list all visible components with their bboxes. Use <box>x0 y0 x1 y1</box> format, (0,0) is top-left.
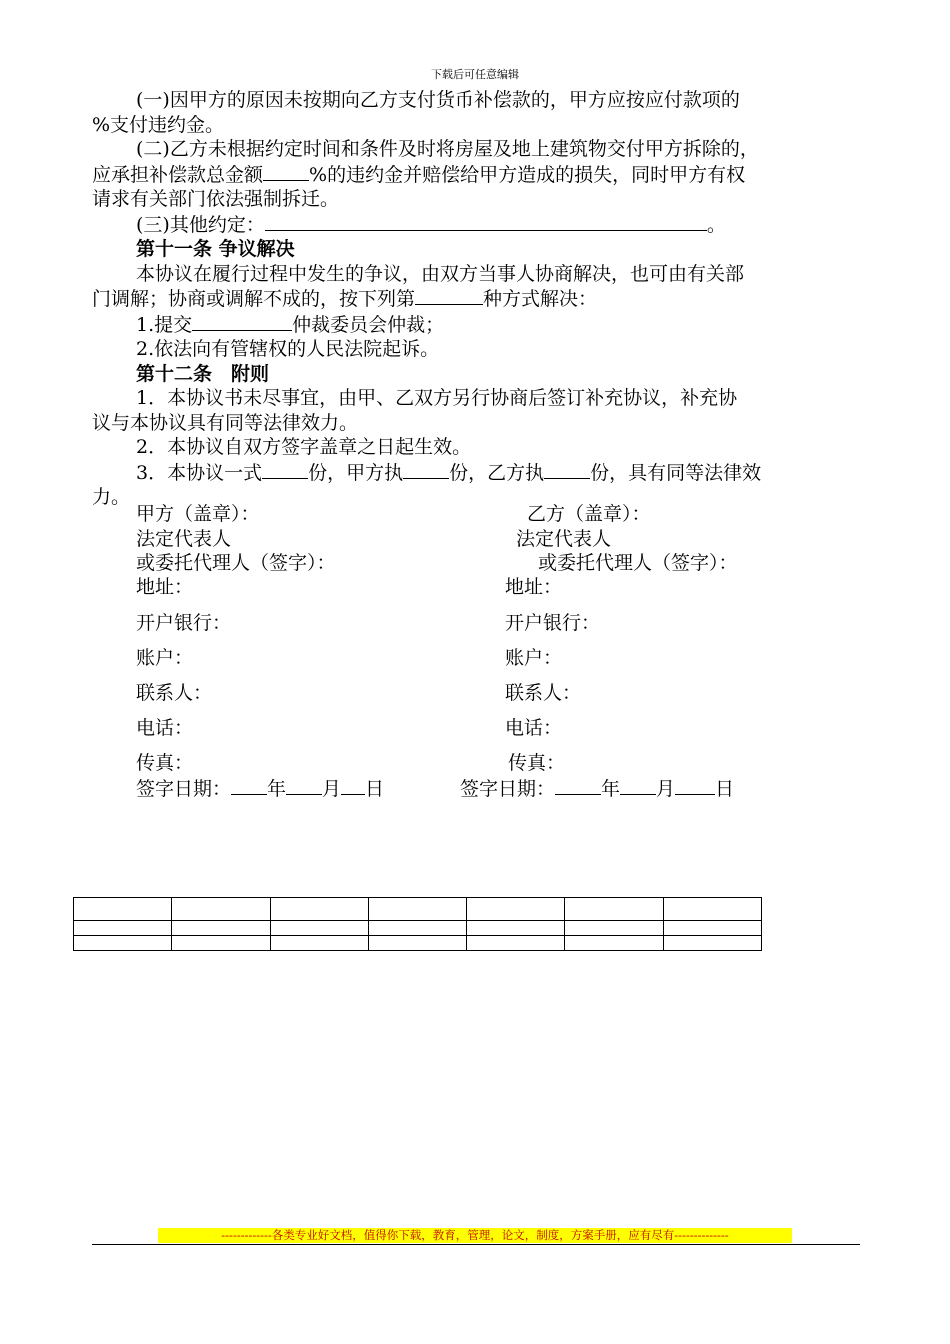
party-b-sign-date <box>460 776 734 800</box>
party-a-date-label: 签字日期： <box>136 778 232 800</box>
party-a-bank-label: 开户银行： <box>136 612 232 634</box>
document-body <box>92 88 862 510</box>
party-a-legal-rep-label: 法定代表人 <box>136 528 232 550</box>
penalty-rate-blank <box>263 162 309 181</box>
article-12-item-3-line-2: 力。 <box>92 486 131 508</box>
clause-2-line-1: (二)乙方未根据约定时间和条件及时将房屋及地上建筑物交付甲方拆除的， <box>136 138 759 160</box>
table-cell <box>270 921 368 936</box>
clause-2-text-b: %的违约金并赔偿给甲方造成的损失，同时甲方有权 <box>309 163 746 186</box>
footer-banner: -------------各类专业好文档，值得你下载，教育，管理，论文，制度，方案手册，应有尽有-------------- <box>158 1228 792 1243</box>
table-row <box>74 898 762 921</box>
clause-1-line-2: %支付违约金。 <box>92 113 225 136</box>
clause-3-label: (三)其他约定： <box>136 213 265 236</box>
arbitration-commission-blank <box>192 312 292 331</box>
table-cell <box>270 898 368 921</box>
table-cell <box>565 921 663 936</box>
table-cell <box>467 936 565 951</box>
table-row <box>74 921 762 936</box>
footer-divider <box>92 1244 860 1245</box>
table-cell <box>74 936 172 951</box>
table-cell <box>663 921 761 936</box>
table-cell <box>663 898 761 921</box>
clause-2-line-3: 请求有关部门依法强制拆迁。 <box>92 188 340 210</box>
table-cell <box>663 936 761 951</box>
table-cell <box>74 921 172 936</box>
table-cell <box>368 936 466 951</box>
party-a-fax-label: 传真： <box>136 752 194 774</box>
copies-text-a: 3．本协议一式 <box>136 461 263 484</box>
clause-3-line <box>92 212 862 238</box>
empty-grid-table <box>73 897 762 951</box>
party-a-year-label: 年 <box>267 778 287 800</box>
party-b-fax-label: 传真： <box>508 752 566 774</box>
table-cell <box>270 936 368 951</box>
table-cell <box>368 898 466 921</box>
table-cell <box>467 898 565 921</box>
table-cell <box>172 921 270 936</box>
article-12-item-3-line-1 <box>92 460 862 486</box>
table-cell <box>467 921 565 936</box>
party-a-sign-date <box>136 776 384 800</box>
party-a-account-label: 账户： <box>136 647 194 669</box>
party-a-contact-label: 联系人： <box>136 682 213 704</box>
party-b-address-label: 地址： <box>505 576 563 598</box>
table-cell <box>172 936 270 951</box>
article-11-text-a: 门调解；协商或调解不成的，按下列第 <box>92 288 416 310</box>
table-cell <box>172 898 270 921</box>
total-copies-blank <box>262 460 308 479</box>
party-a-month-blank <box>286 776 322 795</box>
header-note: 下载后可任意编辑 <box>431 68 519 81</box>
party-a-agent-label: 或委托代理人（签字）： <box>136 552 336 574</box>
article-11-item-1 <box>92 312 862 338</box>
party-a-day-blank <box>341 776 365 795</box>
party-a-day-label: 日 <box>365 778 385 800</box>
article-12-item-1-line-1: 1．本协议书未尽事宜，由甲、乙双方另行协商后签订补充协议，补充协 <box>136 387 738 409</box>
party-b-phone-label: 电话： <box>505 717 563 739</box>
article-12-title: 第十二条 附则 <box>136 362 270 385</box>
party-b-contact-label: 联系人： <box>505 682 582 704</box>
copies-text-c: 份，乙方执 <box>449 461 545 484</box>
article-11-text-b: 种方式解决： <box>483 288 598 310</box>
party-b-month-blank <box>620 776 656 795</box>
party-b-legal-rep-label: 法定代表人 <box>516 528 612 550</box>
party-a-seal-label: 甲方（盖章）： <box>136 503 260 525</box>
party-b-year-blank <box>555 776 601 795</box>
party-b-copies-blank <box>544 460 590 479</box>
party-b-bank-label: 开户银行： <box>505 612 601 634</box>
party-b-agent-label: 或委托代理人（签字）： <box>538 552 738 574</box>
article-11-title: 第十一条 争议解决 <box>136 238 295 260</box>
clause-1-line-1: (一)因甲方的原因未按期向乙方支付货币补偿款的，甲方应按应付款项的 <box>136 89 740 111</box>
article-11-line-2 <box>92 286 862 312</box>
party-b-seal-label: 乙方（盖章）： <box>527 503 651 525</box>
method-choice-blank <box>415 286 483 305</box>
table-cell <box>368 921 466 936</box>
table-cell <box>74 898 172 921</box>
copies-text-b: 份，甲方执 <box>308 461 404 484</box>
party-a-phone-label: 电话： <box>136 717 194 739</box>
other-terms-blank <box>265 212 707 231</box>
party-a-copies-blank <box>403 460 449 479</box>
party-a-year-blank <box>231 776 267 795</box>
party-b-account-label: 账户： <box>505 647 563 669</box>
party-a-address-label: 地址： <box>136 576 194 598</box>
party-b-day-blank <box>675 776 715 795</box>
copies-text-d: 份，具有同等法律效 <box>590 461 762 484</box>
arbitration-text-a: 1.提交 <box>136 313 193 336</box>
table-cell <box>565 936 663 951</box>
clause-2-line-2 <box>92 162 862 188</box>
party-b-year-label: 年 <box>601 778 621 800</box>
article-12-item-1-line-2: 议与本协议具有同等法律效力。 <box>92 411 359 434</box>
article-11-item-2: 2.依法向有管辖权的人民法院起诉。 <box>136 338 440 360</box>
arbitration-text-b: 仲裁委员会仲裁； <box>292 313 445 336</box>
party-b-date-label: 签字日期： <box>460 778 556 800</box>
table-row <box>74 936 762 951</box>
article-11-line-1: 本协议在履行过程中发生的争议，由双方当事人协商解决，也可由有关部 <box>136 262 745 285</box>
party-a-month-label: 月 <box>322 778 342 800</box>
table-cell <box>565 898 663 921</box>
clause-2-text-a: 应承担补偿款总金额 <box>92 163 264 186</box>
party-b-month-label: 月 <box>656 778 676 800</box>
article-12-item-2: 2．本协议自双方签字盖章之日起生效。 <box>136 436 472 458</box>
clause-3-end: 。 <box>706 213 726 236</box>
party-b-day-label: 日 <box>715 778 735 800</box>
